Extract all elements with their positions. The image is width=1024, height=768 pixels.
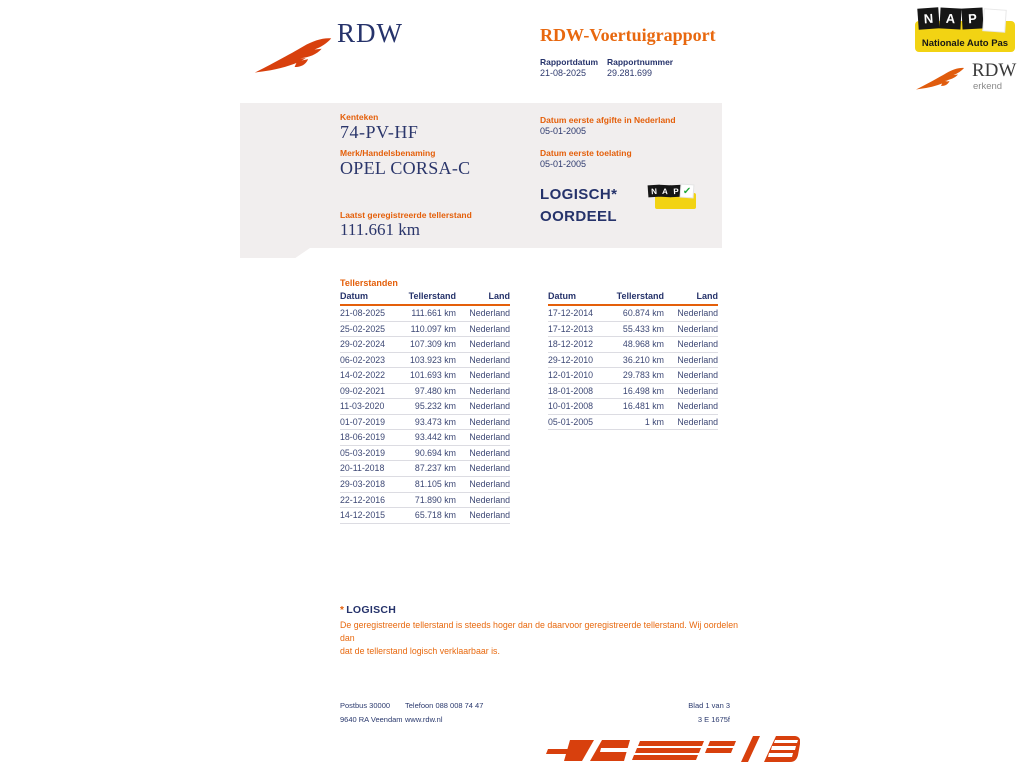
cell-land: Nederland: [469, 463, 510, 474]
table-row: [548, 353, 718, 369]
cell-datum: 05-01-2005: [548, 416, 593, 427]
nap-letter-tile: P: [670, 185, 683, 198]
cell-tellerstand: 1 km: [644, 416, 664, 427]
table-row: [548, 337, 718, 353]
cell-land: Nederland: [677, 308, 718, 318]
cell-tellerstand: 111.661 km: [411, 308, 456, 318]
cell-tellerstand: 107.309 km: [410, 339, 456, 350]
cell-land: Nederland: [469, 385, 510, 396]
cell-datum: 18-06-2019: [340, 432, 385, 443]
rdw-logo-text: RDW: [337, 18, 403, 48]
cell-datum: 21-08-2025: [340, 308, 385, 318]
nap-check-badge: [648, 185, 696, 210]
cell-datum: 12-01-2010: [548, 370, 593, 381]
rdw-swoosh-icon: [253, 32, 333, 75]
cell-tellerstand: 93.442 km: [414, 432, 456, 443]
table-row: [340, 446, 510, 462]
nap-letter-tile: N: [917, 7, 939, 29]
afgifte-value: 05-01-2005: [540, 126, 587, 136]
cell-land: Nederland: [469, 447, 510, 458]
cell-land: Nederland: [677, 385, 718, 396]
nap-tagline: Nationale Auto Pas: [921, 38, 1009, 49]
rdw-erkend-text: RDW: [972, 60, 1017, 81]
table-row: [340, 461, 510, 477]
cell-datum: 20-11-2018: [340, 463, 385, 474]
page-title: RDW-Voertuigrapport: [540, 25, 716, 45]
note-body-line: De geregistreerde tellerstand is steeds hoger dan de daarvoor geregistreerde tellerstand. Wij oordelen dan: [340, 620, 739, 643]
cell-land: Nederland: [469, 339, 510, 350]
cell-datum: 05-03-2019: [340, 447, 385, 458]
kenteken-label: Kenteken: [340, 112, 379, 122]
cell-datum: 10-01-2008: [548, 401, 593, 412]
tellerstanden-table-right: [548, 291, 718, 430]
cell-land: Nederland: [469, 370, 510, 381]
table-row: [548, 415, 718, 431]
table-header-row: [340, 291, 510, 306]
cell-tellerstand: 87.237 km: [414, 463, 456, 474]
cell-tellerstand: 90.694 km: [414, 447, 456, 458]
cell-tellerstand: 16.498 km: [622, 385, 664, 396]
tellerstand-label: Laatst geregistreerde tellerstand: [340, 210, 472, 220]
cell-land: Nederland: [469, 510, 510, 521]
cell-tellerstand: 97.480 km: [414, 385, 456, 396]
note-title-text: LOGISCH: [346, 604, 397, 616]
cell-land: Nederland: [677, 354, 718, 365]
cell-tellerstand: 29.783 km: [622, 370, 664, 381]
cell-tellerstand: 101.693 km: [410, 370, 456, 381]
cell-datum: 06-02-2023: [340, 354, 385, 365]
oordeel-line2: OORDEEL: [540, 208, 617, 225]
cell-datum: 18-12-2012: [548, 339, 593, 350]
cell-tellerstand: 36.210 km: [622, 354, 664, 365]
cell-land: Nederland: [677, 323, 718, 334]
nap-letter-tile: P: [961, 7, 983, 29]
nap-letter-tile: N: [648, 185, 661, 198]
table-row: [340, 384, 510, 400]
note-asterisk: *: [340, 605, 345, 616]
toelating-label: Datum eerste toelating: [540, 148, 632, 158]
cell-land: Nederland: [469, 494, 510, 505]
report-date-value: 21-08-2025: [540, 68, 587, 78]
tellerstanden-table-left: [340, 291, 510, 524]
column-header-land: Land: [488, 291, 510, 301]
cell-datum: 14-02-2022: [340, 370, 385, 381]
cell-land: Nederland: [469, 308, 510, 318]
table-row: [340, 477, 510, 493]
cell-datum: 17-12-2014: [548, 308, 593, 318]
rdw-erkend-subtext: erkend: [973, 81, 1003, 92]
report-date-label: Rapportdatum: [540, 57, 599, 67]
cell-land: Nederland: [677, 339, 718, 350]
merk-label: Merk/Handelsbenaming: [340, 148, 436, 158]
footer-phone: Telefoon 088 008 74 47: [405, 701, 484, 710]
cell-tellerstand: 48.968 km: [622, 339, 664, 350]
cell-tellerstand: 16.481 km: [622, 401, 664, 412]
table-row: [340, 306, 510, 322]
cell-land: Nederland: [469, 416, 510, 427]
cell-datum: 25-02-2025: [340, 323, 385, 334]
table-row: [340, 337, 510, 353]
table-row: [340, 353, 510, 369]
table-row: [548, 322, 718, 338]
table-row: [340, 508, 510, 524]
afgifte-label: Datum eerste afgifte in Nederland: [540, 115, 676, 125]
report-number-label: Rapportnummer: [607, 57, 674, 67]
cell-land: Nederland: [677, 401, 718, 412]
nap-logo: [915, 8, 1015, 54]
cell-datum: 29-03-2018: [340, 479, 385, 490]
cell-tellerstand: 81.105 km: [414, 479, 456, 490]
cell-datum: 29-12-2010: [548, 354, 593, 365]
table-row: [340, 415, 510, 431]
table-header-row: [548, 291, 718, 306]
cell-land: Nederland: [469, 354, 510, 365]
table-row: [548, 399, 718, 415]
table-row: [548, 368, 718, 384]
column-header-tellerstand: Tellerstand: [408, 291, 456, 301]
table-row: [340, 322, 510, 338]
footer-address-line2: 9640 RA Veendam: [340, 715, 403, 724]
cell-datum: 14-12-2015: [340, 510, 385, 521]
vehicle-summary-box-tab: [240, 248, 310, 258]
table-row: [340, 368, 510, 384]
note-body-line: dat de tellerstand logisch verklaarbaar is.: [340, 646, 500, 656]
merk-value: OPEL CORSA-C: [340, 158, 471, 178]
table-row: [340, 493, 510, 509]
cell-tellerstand: 103.923 km: [410, 354, 456, 365]
tellerstanden-heading: Tellerstanden: [340, 278, 398, 288]
cell-datum: 22-12-2016: [340, 494, 385, 505]
note-body: [340, 619, 740, 658]
oordeel-verdict: [540, 184, 617, 228]
table-row: [340, 399, 510, 415]
rdw-erkend-logo: [915, 60, 1024, 102]
note-title: [340, 604, 396, 616]
cell-datum: 01-07-2019: [340, 416, 385, 427]
rdw-erkend-swoosh-icon: [915, 64, 965, 91]
column-header-datum: Datum: [548, 291, 577, 301]
footer-address-line1: Postbus 30000: [340, 701, 391, 710]
table-row: [548, 306, 718, 322]
cell-land: Nederland: [469, 479, 510, 490]
cell-datum: 29-02-2024: [340, 339, 385, 350]
check-icon: ✓: [682, 185, 692, 197]
footer-page-number: Blad 1 van 3: [688, 701, 730, 710]
kenteken-value: 74-PV-HF: [340, 122, 419, 142]
cell-tellerstand: 60.874 km: [622, 308, 664, 318]
cell-land: Nederland: [677, 416, 718, 427]
table-row: [548, 384, 718, 400]
table-row: [340, 430, 510, 446]
cell-land: Nederland: [469, 401, 510, 412]
column-header-tellerstand: Tellerstand: [616, 291, 664, 301]
column-header-land: Land: [696, 291, 718, 301]
cell-datum: 11-03-2020: [340, 401, 385, 412]
cell-datum: 18-01-2008: [548, 385, 593, 396]
column-header-datum: Datum: [340, 291, 369, 301]
tellerstand-value: 111.661 km: [340, 220, 420, 239]
cell-tellerstand: 55.433 km: [622, 323, 664, 334]
toelating-value: 05-01-2005: [540, 159, 587, 169]
cell-land: Nederland: [469, 323, 510, 334]
nap-letter-tile: A: [659, 185, 672, 198]
cell-datum: 17-12-2013: [548, 323, 593, 334]
oordeel-line1: LOGISCH*: [540, 186, 618, 203]
cell-tellerstand: 95.232 km: [414, 401, 456, 412]
footer-form-number: 3 E 1675f: [697, 715, 730, 724]
report-number-value: 29.281.699: [607, 68, 653, 78]
cell-tellerstand: 65.718 km: [414, 510, 456, 521]
cell-tellerstand: 110.097 km: [410, 323, 456, 334]
nap-letter-tile: A: [939, 7, 961, 29]
rdw-stripes-graphic: [538, 731, 800, 768]
cell-tellerstand: 71.890 km: [414, 494, 456, 505]
cell-land: Nederland: [469, 432, 510, 443]
cell-tellerstand: 93.473 km: [414, 416, 456, 427]
footer-website-link[interactable]: www.rdw.nl: [405, 715, 443, 724]
cell-land: Nederland: [677, 370, 718, 381]
cell-datum: 09-02-2021: [340, 385, 385, 396]
nap-blank-tile: [983, 9, 1005, 31]
